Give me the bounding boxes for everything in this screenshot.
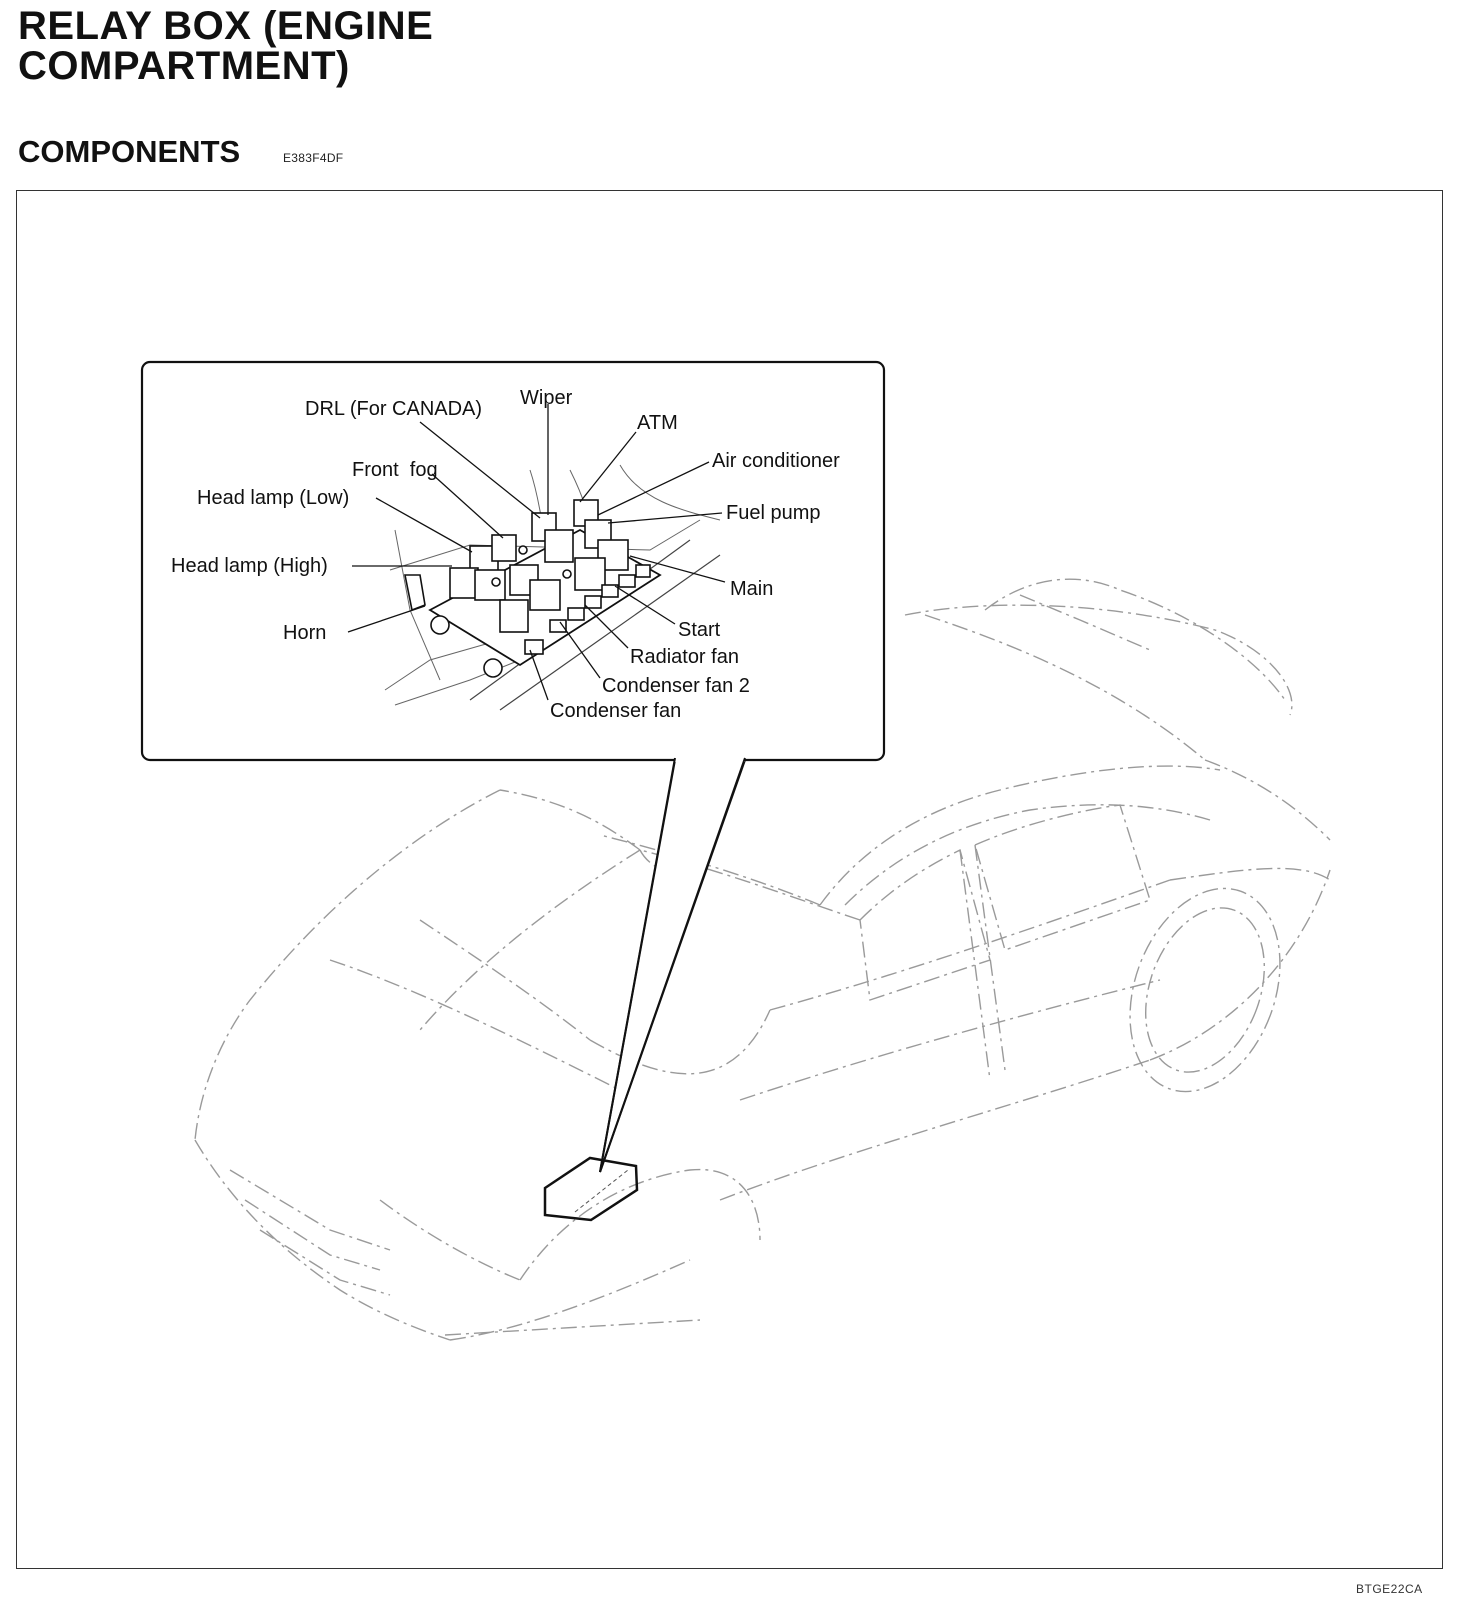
label-drl: DRL (For CANADA) (305, 398, 483, 420)
label-main: Main (730, 578, 774, 600)
relay-box-location-marker (545, 1158, 637, 1220)
label-start: Start (678, 619, 721, 641)
label-horn: Horn (283, 622, 327, 644)
section-heading: COMPONENTS (18, 134, 241, 169)
label-head-lamp-low: Head lamp (Low) (197, 487, 350, 509)
page-title: RELAY BOX (ENGINE COMPARTMENT) (18, 4, 434, 88)
label-head-lamp-high: Head lamp (High) (171, 555, 328, 577)
label-fuel-pump: Fuel pump (726, 502, 821, 524)
label-wiper: Wiper (520, 387, 573, 409)
label-front-fog: Front fog (352, 459, 438, 481)
label-condenser-fan-2: Condenser fan 2 (602, 675, 750, 697)
label-air-conditioner: Air conditioner (712, 450, 840, 472)
label-atm: ATM (637, 412, 678, 434)
label-radiator-fan: Radiator fan (630, 646, 739, 668)
section-code: E383F4DF (283, 151, 344, 165)
label-condenser-fan: Condenser fan (550, 700, 682, 722)
figure-id: BTGE22CA (1356, 1582, 1423, 1596)
